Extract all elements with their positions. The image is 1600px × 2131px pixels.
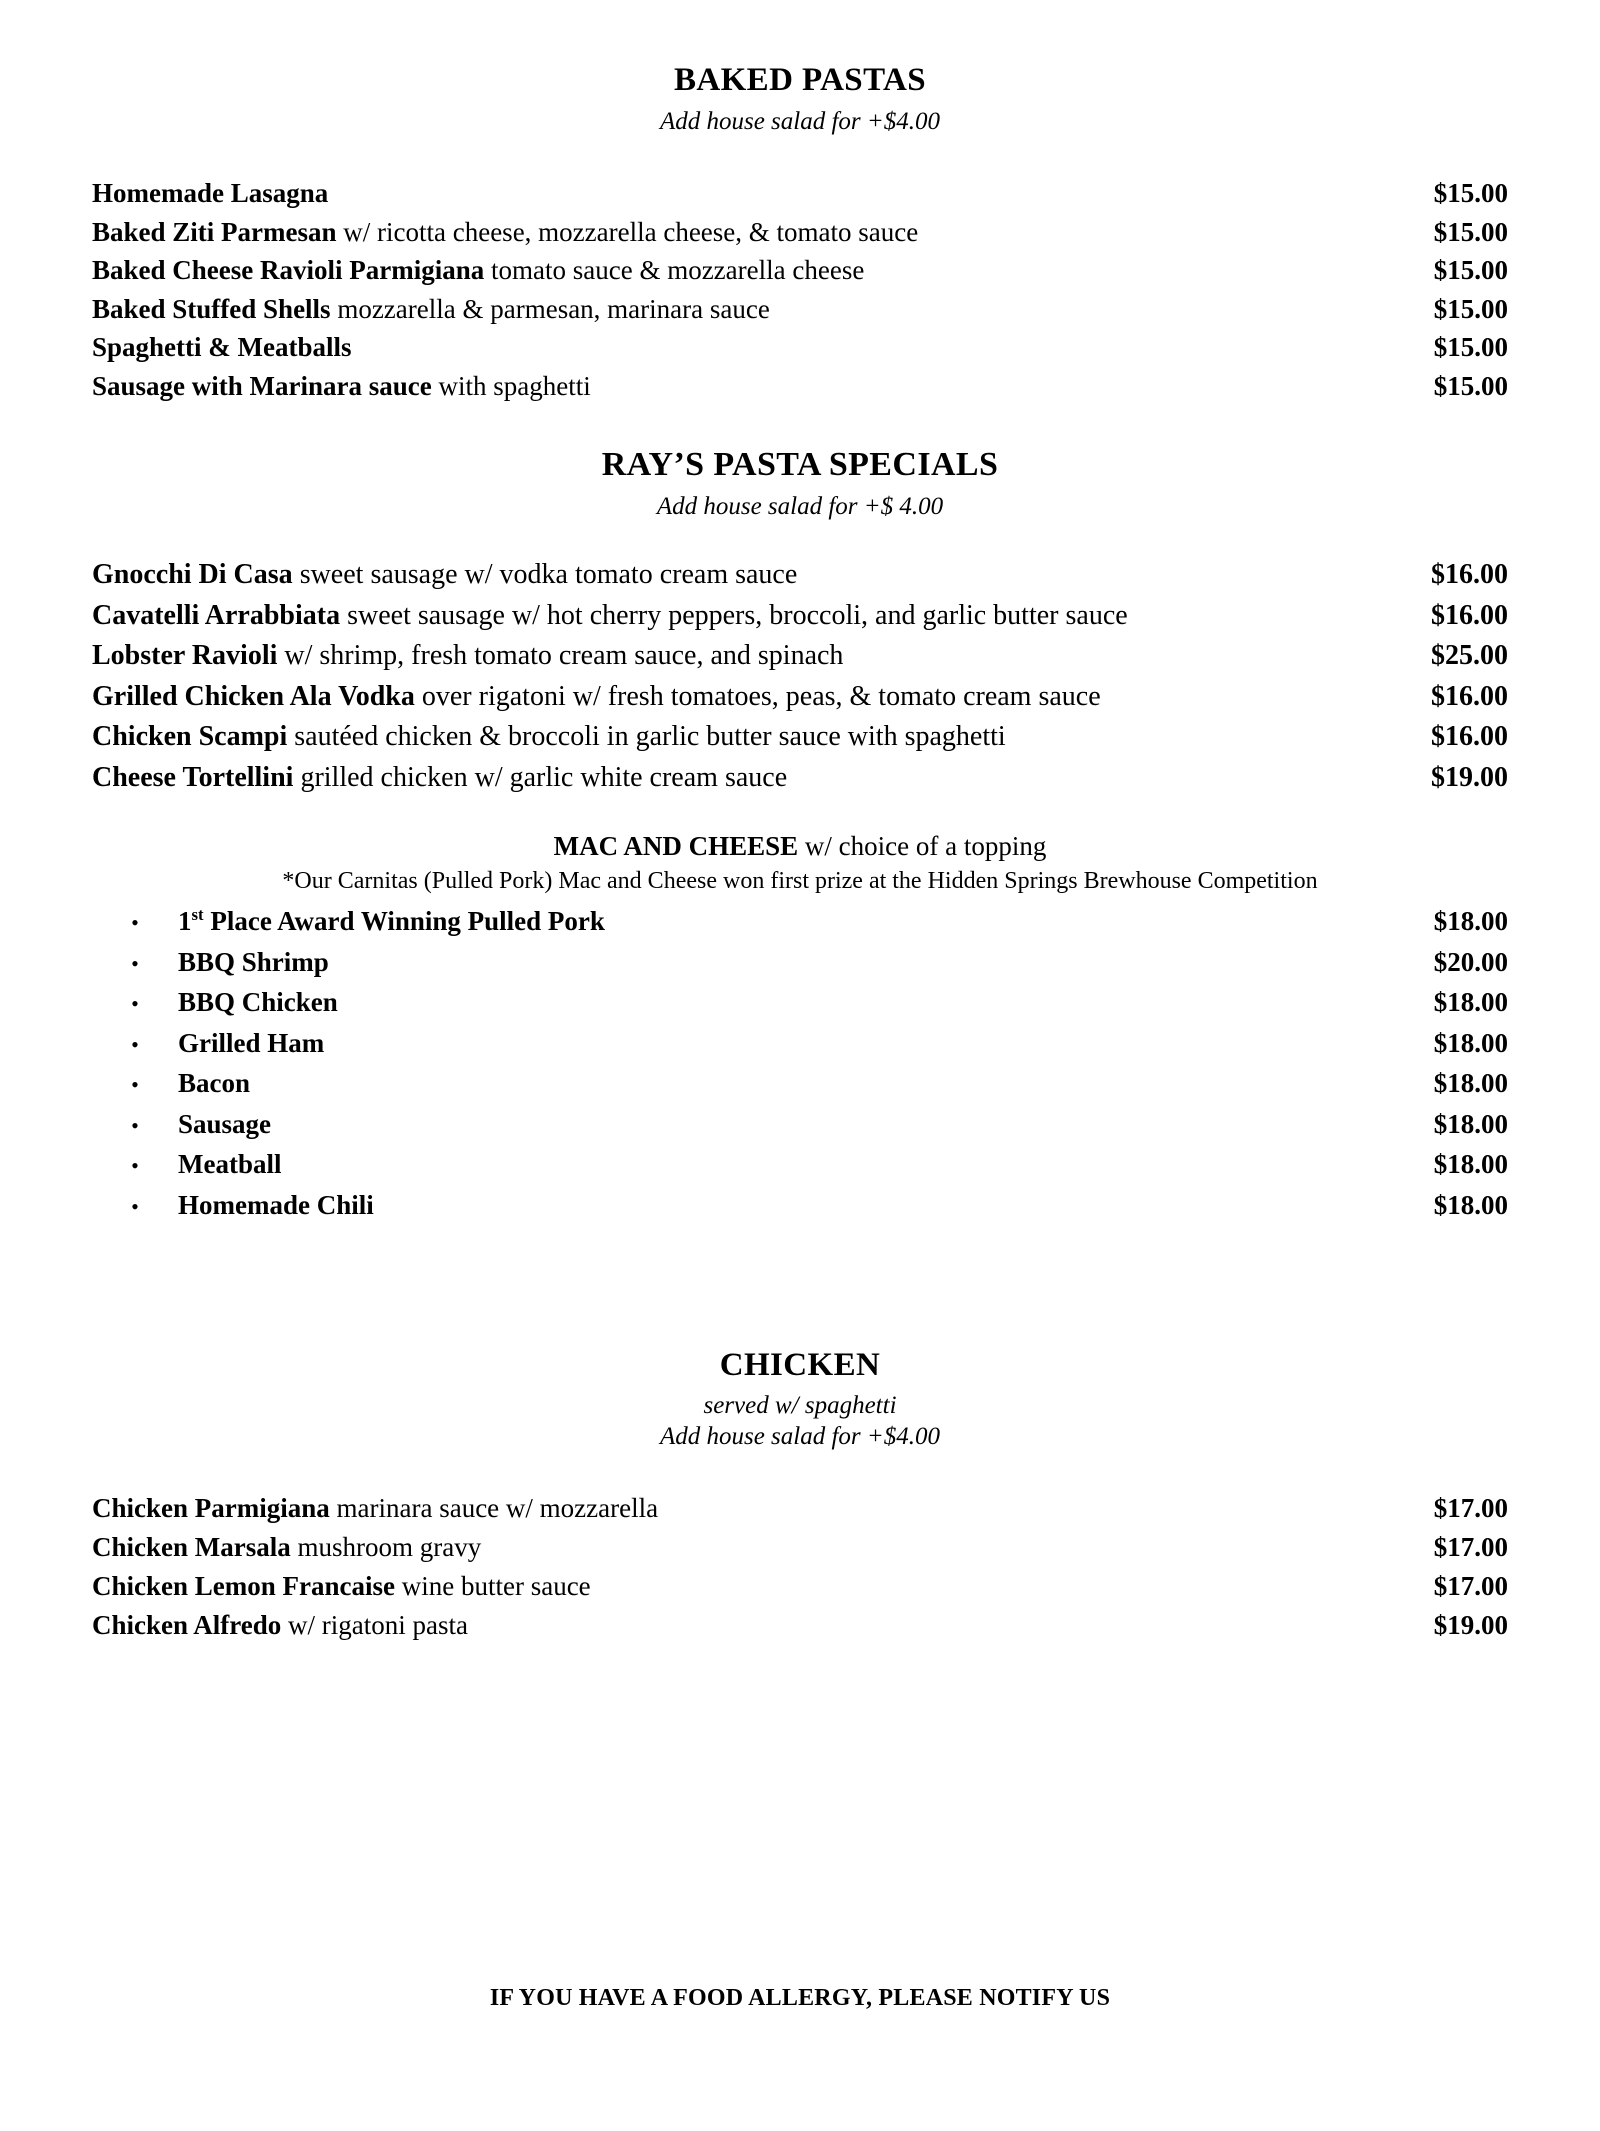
menu-item-price: $15.00 <box>1433 293 1508 324</box>
menu-item-name-cell <box>92 1567 1344 1606</box>
menu-item-rows <box>92 174 1508 405</box>
topping-price: $18.00 <box>1433 906 1508 936</box>
menu-item-name-cell <box>92 677 1410 718</box>
menu-item-description: marinara sauce w/ mozzarella <box>329 1493 659 1523</box>
menu-item-price: $17.00 <box>1433 1532 1508 1562</box>
menu-item-name: Chicken Alfredo <box>92 1610 282 1640</box>
menu-item-description: over rigatoni w/ fresh tomatoes, peas, & tomato cream sauce <box>414 680 1101 712</box>
topping-price: $18.00 <box>1433 1108 1508 1139</box>
bullet-icon: • <box>131 1112 139 1138</box>
menu-item-price: $15.00 <box>1433 255 1508 285</box>
ordinal-suffix: st <box>191 905 204 924</box>
mac-and-cheese-heading-suffix: w/ choice of a topping <box>798 831 1047 861</box>
menu-item-name-cell <box>92 636 1410 677</box>
menu-item-row <box>92 758 1508 799</box>
menu-item-name-cell <box>92 213 1391 252</box>
menu-item-list-baked-pastas <box>92 174 1508 405</box>
topping-name: Grilled Ham <box>178 1027 325 1058</box>
topping-price: $18.00 <box>1433 987 1508 1017</box>
bullet-icon: • <box>131 1031 139 1057</box>
menu-item-name-cell <box>92 1528 1344 1567</box>
menu-item-name-cell <box>92 555 1410 596</box>
list-item <box>92 1186 1508 1227</box>
menu-item-name-cell <box>92 251 1391 290</box>
menu-item-row <box>92 677 1508 718</box>
menu-item-name: Grilled Chicken Ala Vodka <box>92 680 415 712</box>
allergy-notice: IF YOU HAVE A FOOD ALLERGY, PLEASE NOTIFY US <box>489 1985 1111 2011</box>
section-subtitle-chicken-served-with: served w/ spaghetti <box>703 1392 897 1419</box>
menu-item-name-cell <box>92 758 1410 799</box>
menu-item-row <box>92 1606 1508 1645</box>
menu-item-row <box>92 1489 1508 1528</box>
section-title-chicken: CHICKEN <box>719 1347 881 1383</box>
topping-name-rest: Place Award Winning Pulled Pork <box>203 906 605 936</box>
list-item <box>92 1024 1508 1065</box>
bullet-icon: • <box>131 1072 139 1097</box>
menu-item-price: $15.00 <box>1433 370 1508 401</box>
menu-item-name-cell <box>92 367 1391 406</box>
menu-item-rows <box>92 1489 1508 1645</box>
section-subtitle-chicken-salad-add-on: Add house salad for +$4.00 <box>659 1423 941 1450</box>
menu-item-price: $16.00 <box>1431 680 1508 712</box>
menu-item-price: $17.00 <box>1433 1493 1508 1523</box>
list-item <box>92 1105 1508 1146</box>
menu-item-name-cell <box>92 1606 1344 1645</box>
menu-item-list-rays-pasta-specials <box>92 555 1508 798</box>
menu-item-description: mushroom gravy <box>290 1532 482 1562</box>
mac-and-cheese-heading: MAC AND CHEESE <box>553 831 799 861</box>
topping-name <box>178 902 1311 943</box>
list-item <box>92 983 1508 1024</box>
menu-item-name: Chicken Marsala <box>92 1532 291 1562</box>
menu-item-description: w/ rigatoni pasta <box>281 1610 468 1640</box>
menu-item-price: $17.00 <box>1433 1571 1508 1601</box>
topping-price: $18.00 <box>1433 1068 1508 1098</box>
menu-item-row <box>92 174 1508 213</box>
menu-item-name: Spaghetti & Meatballs <box>92 332 352 362</box>
topping-price: $18.00 <box>1433 1027 1508 1058</box>
menu-item-name: Baked Ziti Parmesan <box>92 216 337 247</box>
menu-item-description: grilled chicken w/ garlic white cream sauce <box>293 761 788 793</box>
menu-item-description: w/ ricotta cheese, mozzarella cheese, & tomato sauce <box>336 216 919 247</box>
topping-name-number: 1 <box>178 906 192 936</box>
menu-item-name-cell <box>92 290 1391 329</box>
topping-name: Meatball <box>178 1149 282 1179</box>
topping-name: Homemade Chili <box>178 1189 374 1220</box>
menu-item-name: Lobster Ravioli <box>92 640 278 671</box>
menu-item-row <box>92 596 1508 637</box>
menu-item-name: Sausage with Marinara sauce <box>92 370 432 401</box>
menu-item-name-cell <box>92 328 1391 367</box>
menu-item-name: Chicken Parmigiana <box>92 1493 330 1523</box>
menu-item-description: tomato sauce & mozzarella cheese <box>484 255 865 285</box>
menu-item-row <box>92 213 1508 252</box>
menu-item-description: sweet sausage w/ vodka tomato cream sauce <box>292 559 798 590</box>
menu-item-name-cell <box>92 717 1410 758</box>
menu-item-row <box>92 717 1508 758</box>
topping-name: Bacon <box>178 1068 251 1098</box>
topping-list-mac-and-cheese <box>92 902 1508 1226</box>
bullet-icon: • <box>131 1193 139 1219</box>
menu-item-price: $15.00 <box>1433 332 1508 362</box>
menu-item-name: Cavatelli Arrabbiata <box>92 599 341 631</box>
menu-item-name: Chicken Lemon Francaise <box>92 1571 395 1601</box>
section-title-mac-and-cheese <box>92 828 1508 864</box>
menu-item-row <box>92 636 1508 677</box>
menu-item-row <box>92 328 1508 367</box>
list-item <box>92 902 1508 943</box>
menu-item-name: Chicken Scampi <box>92 721 288 752</box>
menu-item-description: w/ shrimp, fresh tomato cream sauce, and spinach <box>277 640 844 671</box>
topping-name: Sausage <box>178 1108 272 1139</box>
menu-item-row <box>92 367 1508 406</box>
section-title-baked-pastas: BAKED PASTAS <box>673 62 927 98</box>
list-item <box>92 1064 1508 1105</box>
bullet-icon: • <box>131 910 139 935</box>
menu-item-list-chicken <box>92 1489 1508 1645</box>
bullet-icon: • <box>131 991 139 1016</box>
menu-item-price: $19.00 <box>1431 761 1508 793</box>
menu-item-name-cell <box>92 596 1410 637</box>
menu-item-row <box>92 251 1508 290</box>
menu-item-price: $16.00 <box>1431 599 1508 631</box>
bullet-icon: • <box>131 950 139 976</box>
mac-and-cheese-award-note: *Our Carnitas (Pulled Pork) Mac and Cheese won first prize at the Hidden Springs Brewhouse Competition <box>282 868 1318 894</box>
topping-rows <box>92 902 1508 1226</box>
menu-item-price: $19.00 <box>1433 1610 1508 1640</box>
menu-item-row <box>92 555 1508 596</box>
menu-item-name: Baked Stuffed Shells <box>92 293 331 324</box>
menu-item-price: $16.00 <box>1431 721 1508 752</box>
menu-item-price: $16.00 <box>1431 559 1508 590</box>
menu-item-rows <box>92 555 1508 798</box>
topping-price: $18.00 <box>1433 1149 1508 1179</box>
bullet-icon: • <box>131 1153 139 1178</box>
menu-item-name: Gnocchi Di Casa <box>92 559 293 590</box>
section-subtitle-rays-pasta-specials: Add house salad for +$ 4.00 <box>656 493 944 520</box>
menu-item-row <box>92 1567 1508 1606</box>
menu-item-name: Cheese Tortellini <box>92 761 294 793</box>
menu-page <box>0 60 1600 2131</box>
menu-item-name: Homemade Lasagna <box>92 178 329 208</box>
menu-item-name-cell <box>92 174 1391 213</box>
topping-price: $18.00 <box>1433 1189 1508 1220</box>
menu-item-name: Baked Cheese Ravioli Parmigiana <box>92 255 485 285</box>
topping-name: BBQ Chicken <box>178 987 338 1017</box>
menu-item-price: $15.00 <box>1433 216 1508 247</box>
menu-item-price: $15.00 <box>1433 178 1508 208</box>
section-title-rays-pasta-specials: RAY’S PASTA SPECIALS <box>601 446 999 483</box>
topping-price: $20.00 <box>1433 946 1508 977</box>
menu-item-description: mozzarella & parmesan, marinara sauce <box>330 293 770 324</box>
menu-item-name-cell <box>92 1489 1344 1528</box>
menu-item-row <box>92 1528 1508 1567</box>
menu-item-description: sweet sausage w/ hot cherry peppers, broccoli, and garlic butter sauce <box>340 599 1128 631</box>
menu-item-row <box>92 290 1508 329</box>
menu-item-description: sautéed chicken & broccoli in garlic butter sauce with spaghetti <box>287 721 1006 752</box>
menu-item-description: wine butter sauce <box>395 1571 591 1601</box>
list-item <box>92 943 1508 984</box>
menu-item-description: with spaghetti <box>431 370 591 401</box>
list-item <box>92 1145 1508 1186</box>
topping-name: BBQ Shrimp <box>178 946 329 977</box>
menu-item-price: $25.00 <box>1431 640 1508 671</box>
section-subtitle-baked-pastas: Add house salad for +$4.00 <box>659 108 941 135</box>
